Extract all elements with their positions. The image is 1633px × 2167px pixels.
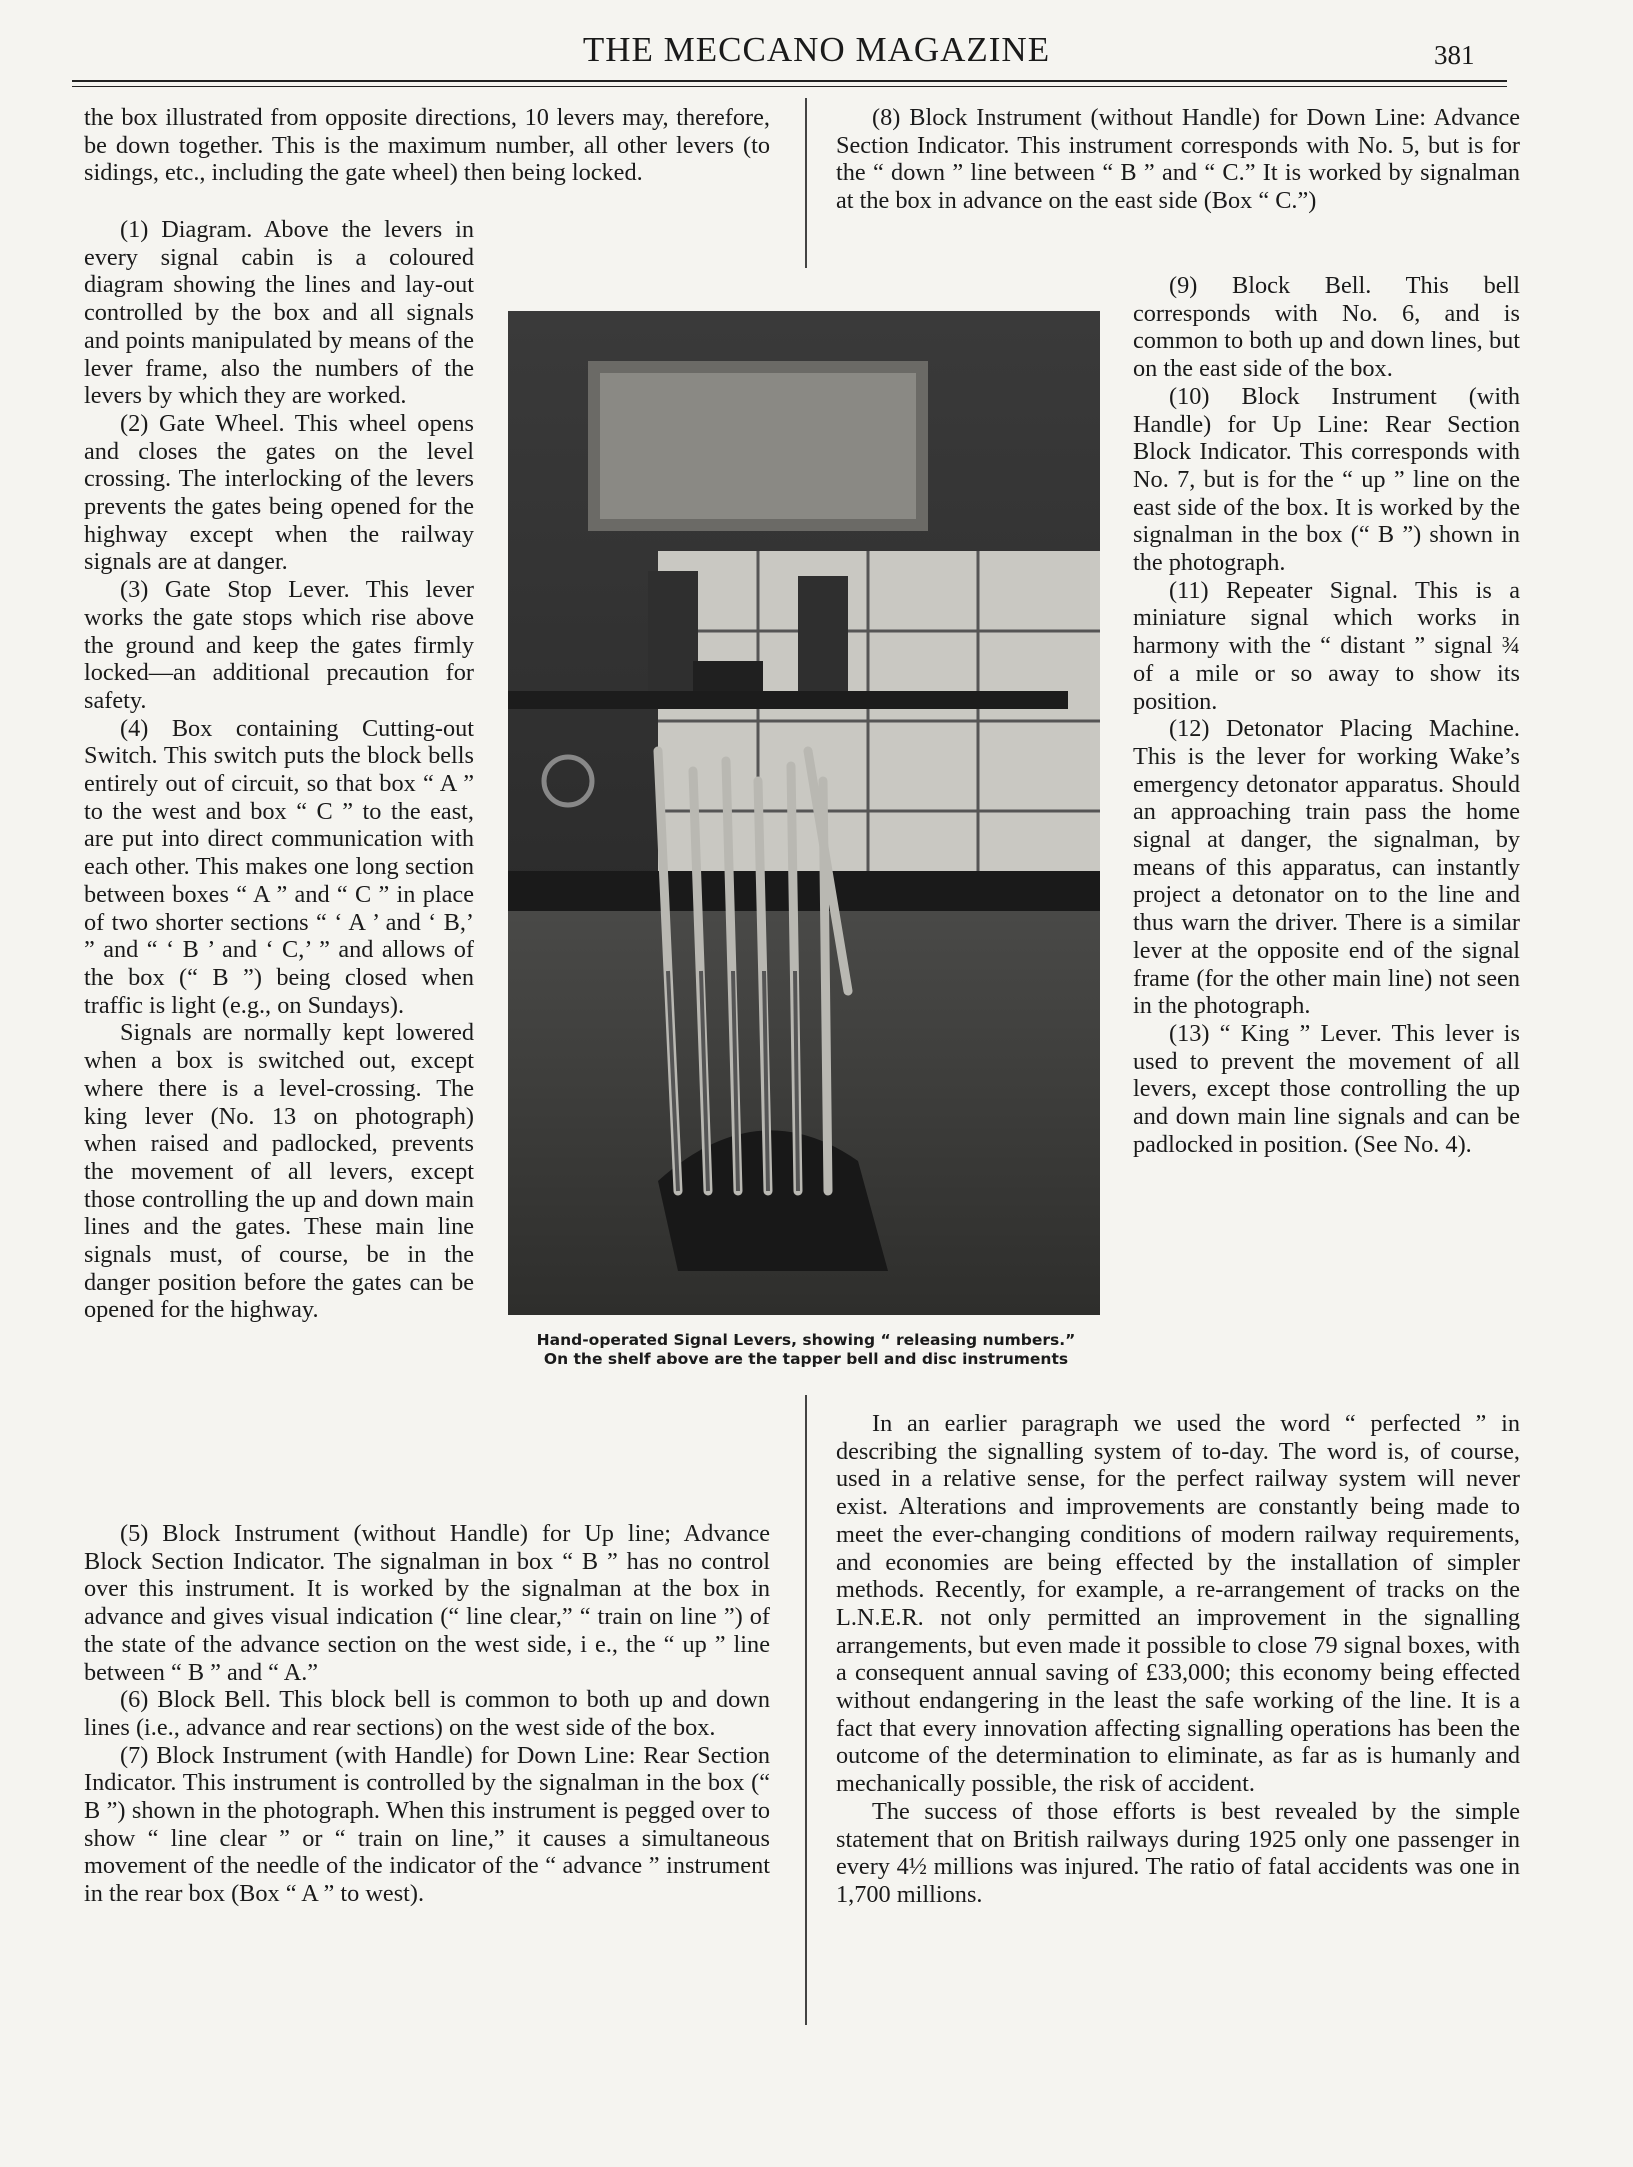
left-column-narrow (84, 216, 474, 1324)
magazine-title: THE MECCANO MAGAZINE (582, 30, 1051, 69)
signal-levers-photo (508, 311, 1100, 1315)
right-column-narrow (1133, 272, 1520, 1159)
photo-caption (512, 1331, 1100, 1369)
paragraph-block-bell-6: (6) Block Bell. This block bell is common to both up and down lines (i.e., advance and rear sections) on the west side of the box. (84, 1686, 770, 1741)
paragraph-block-instrument-8: (8) Block Instrument (without Handle) for Down Line: Advance Section Indicator. This instrument corresponds with No. 5, but is for the “ down ” line between “ B ” and “ C.” It is worked by signalman at the box in advance on the east side (Box “ C.”) (836, 104, 1520, 215)
paragraph-continuation: the box illustrated from opposite directions, 10 levers may, therefore, be down together. This is the maximum number, all other levers (to sidings, etc., including the gate wheel) then being locked. (84, 104, 770, 187)
header-rule-thin (72, 86, 1507, 87)
paragraph-king-lever: (13) “ King ” Lever. This lever is used to prevent the movement of all levers, except those controlling the up and down main line signals and can be padlocked in position. (See No. 4). (1133, 1019, 1520, 1158)
caption-line-1: Hand-operated Signal Levers, showing “ releasing numbers.” (536, 1331, 1076, 1349)
page-number: 381 (1434, 40, 1475, 70)
paragraph-gate-stop-lever: (3) Gate Stop Lever. This lever works the gate stops which rise above the ground and keep the gates firmly locked—an additional precaution for safety. (84, 576, 474, 714)
paragraph-block-bell-9: (9) Block Bell. This bell corresponds with No. 6, and is common to both up and down lines, but on the east side of the box. (1133, 272, 1520, 383)
left-column-bottom (84, 1520, 770, 1908)
paragraph-block-instrument-5: (5) Block Instrument (without Handle) for Up line; Advance Block Section Indicator. The signalman in box “ B ” has no control over this instrument. It is worked by the signalman at the box in advance and gives visual indication (“ line clear,” “ train on line ”) of the state of the advance section on the west side, i e., the “ up ” line between “ B ” and “ A.” (84, 1520, 770, 1686)
paragraph-gate-wheel: (2) Gate Wheel. This wheel opens and closes the gates on the level crossing. The interlocking of the levers prevents the gates being opened for the highway except when the railway signals are at danger. (84, 409, 474, 576)
signal-levers-illustration (508, 311, 1100, 1315)
paragraph-perfected: In an earlier paragraph we used the word “ perfected ” in describing the signalling system of to-day. The word is, of course, used in a relative sense, for the perfect railway system will never exist. Alterations and improvements are constantly being made to meet the ever-changing conditions of modern railway requirements, and economies are being effected by the installation of simpler methods. Recently, for example, a re-arrangement of tracks on the L.N.E.R. not only permitted an improvement in the signalling arrangements, but even made it possible to close 79 signal boxes, with a consequent annual saving of £33,000; this economy being effected without endangering in the least the safe working of the line. It is a fact that every innovation affecting signalling operations has been the outcome of the determination to eliminate, as far as is humanly and mechanically possible, the risk of accident. (836, 1410, 1520, 1798)
paragraph-diagram: (1) Diagram. Above the levers in every signal cabin is a coloured diagram showing the lines and lay-out controlled by the box and all signals and points manipulated by means of the lever frame, also the numbers of the levers by which they are worked. (84, 216, 474, 410)
paragraph-success: The success of those efforts is best revealed by the simple statement that on British railways during 1925 only one passenger in every 4½ millions was injured. The ratio of fatal accidents was one in 1,700 millions. (836, 1797, 1520, 1908)
paragraph-repeater-signal: (11) Repeater Signal. This is a miniature signal which works in harmony with the “ distant ” signal ¾ of a mile or so away to show its position. (1133, 576, 1520, 715)
left-column-top (84, 104, 770, 187)
paragraph-detonator: (12) Detonator Placing Machine. This is the lever for working Wake’s emergency detonator apparatus. Should an approaching train pass the home signal at danger, the signalman, by means of this apparatus, can instantly project a detonator on to the line and thus warn the driver. There is a similar lever at the opposite end of the signal frame (for the other main line) not seen in the photograph. (1133, 715, 1520, 1020)
right-column-top (836, 104, 1520, 215)
right-column-bottom (836, 1410, 1520, 1909)
header-rule (72, 80, 1507, 82)
paragraph-cutting-out-switch: (4) Box containing Cutting-out Switch. This switch puts the block bells entirely out of circuit, so that box “ A ” to the west and box “ C ” to the east, are put into direct communication with each other. This makes one long section between boxes “ A ” and “ C ” in place of two shorter sections “ ‘ A ’ and ‘ B,’ ” and “ ‘ B ’ and ‘ C,’ ” and allows of the box (“ B ”) being closed when traffic is light (e.g., on Sundays). (84, 714, 474, 1019)
paragraph-block-instrument-7: (7) Block Instrument (with Handle) for Down Line: Rear Section Indicator. This instrument is controlled by the signalman in the box (“ B ”) shown in the photograph. When this instrument is pegged over to show “ line clear ” or “ train on line,” it causes a simultaneous movement of the needle of the indicator of the “ advance ” instrument in the rear box (Box “ A ” to west). (84, 1741, 770, 1908)
column-divider-top (805, 98, 807, 268)
column-divider-bottom (805, 1395, 807, 2025)
caption-line-2: On the shelf above are the tapper bell and disc instruments (543, 1350, 1069, 1368)
paragraph-block-instrument-10: (10) Block Instrument (with Handle) for Up Line: Rear Section Block Indicator. This corresponds with No. 7, but is for the “ up ” line on the east side of the box. It is worked by the signalman in the box (“ B ”) shown in the photograph. (1133, 382, 1520, 577)
paragraph-signals-lowered: Signals are normally kept lowered when a box is switched out, except where there is a level-crossing. The king lever (No. 13 on photograph) when raised and padlocked, prevents the movement of all levers, except those controlling the up and down main lines and the gates. These main line signals must, of course, be in the danger position before the gates can be opened for the highway. (84, 1019, 474, 1324)
